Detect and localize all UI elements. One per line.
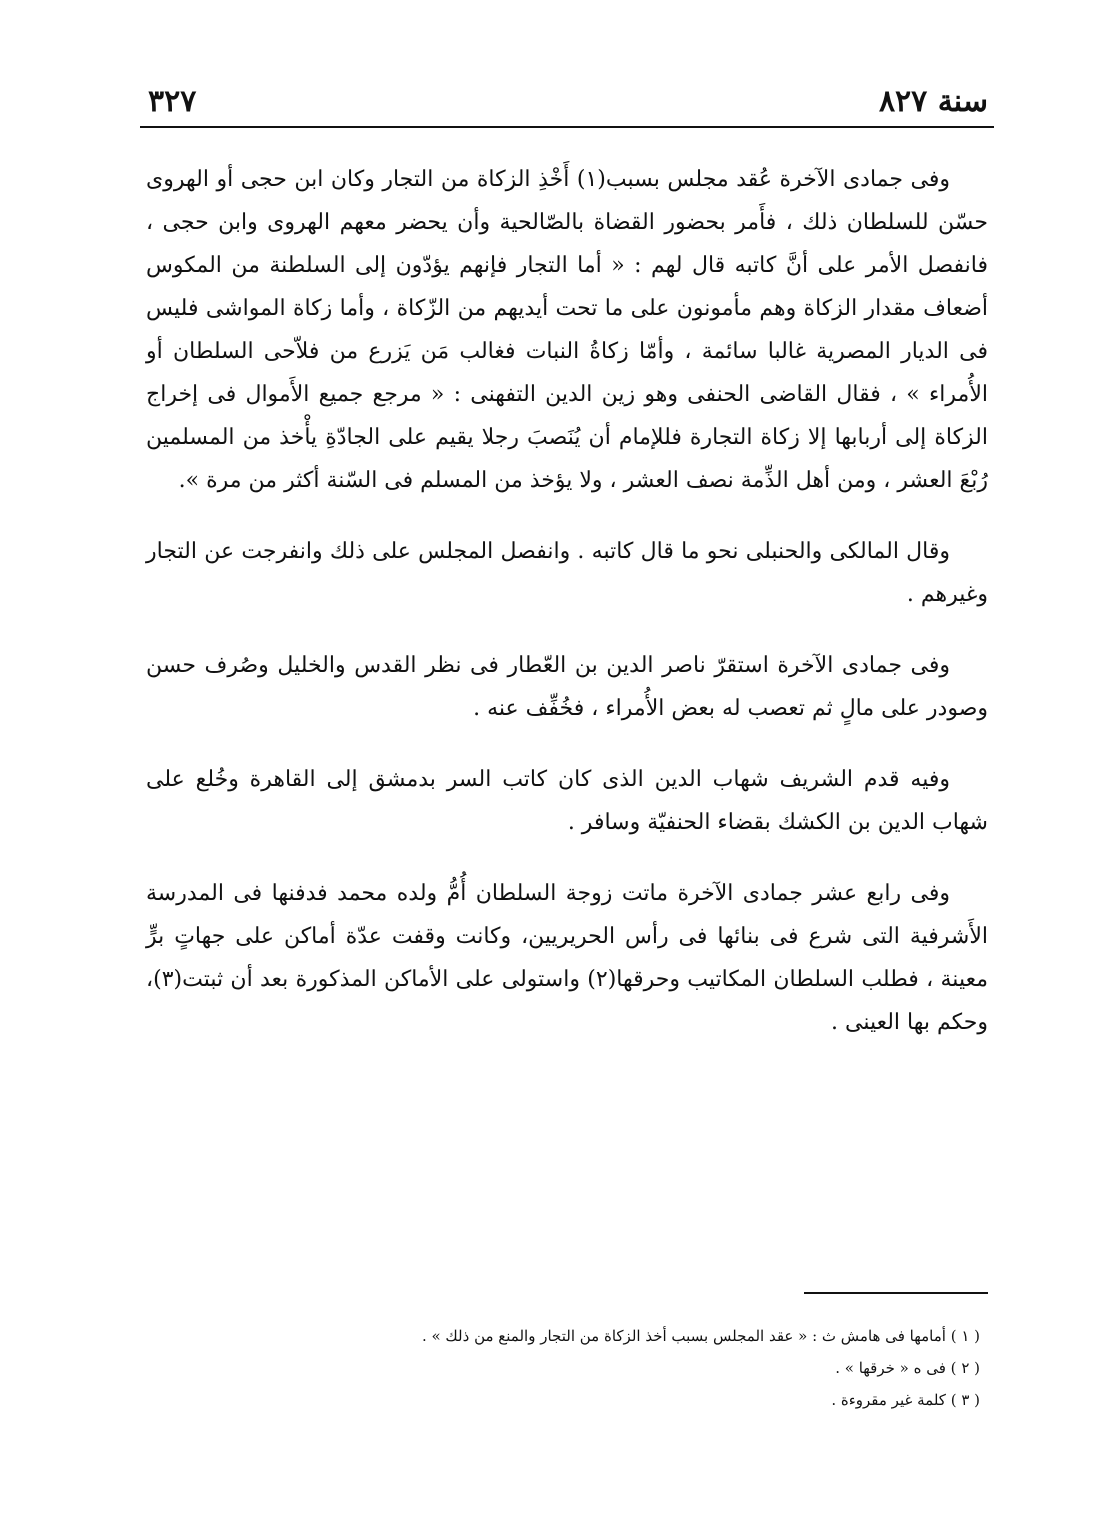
paragraph-4: وفيه قدم الشريف شهاب الدين الذى كان كاتب السر بدمشق إلى القاهرة وخُلع على شهاب الدين بن الكشك بقضاء الحنفيّة وسافر . — [146, 767, 988, 835]
page-header — [140, 82, 994, 126]
footnote-2: ( ٢ ) فى ه « خرقها » . — [835, 1359, 980, 1377]
paragraph-2: وقال المالكى والحنبلى نحو ما قال كاتبه . وانفصل المجلس على ذلك وانفرجت عن التجار وغيرهم . — [146, 539, 988, 607]
footnote-3: ( ٣ ) كلمة غير مقروءة . — [831, 1391, 980, 1409]
paragraph-1: وفى جمادى الآخرة عُقد مجلس بسبب(١) أَخْذِ الزكاة من التجار وكان ابن حجى أو الهروى حسّن للسلطان ذلك ، فأَمر بحضور القضاة بالصّالحية وأن يحضر معهم الهروى وابن حجى ، فانفصل الأمر على أنَّ كاتبه قال لهم : « أما التجار فإنهم يؤدّون إلى السلطنة من المكوس أضعاف مقدار الزكاة وهم مأمونون على ما تحت أيديهم من الزّكاة ، وأما زكاة المواشى فليس فى الديار المصرية غالبا سائمة ، وأمّا زكاةُ النبات فغالب مَن يَزرع من فلاّحى السلطان أو الأُمراء » ، فقال القاضى الحنفى وهو زين الدين التفهنى : « مرجع جميع الأَموال فى إخراج الزكاة إلى أربابها إلا زكاة التجارة فللإمام أن يُنَصبَ رجلا يقيم على الجادّةِ يأْخذ من المسلمين رُبْعَ العشر ، ومن أهل الذِّمة نصف العشر ، ولا يؤخذ من المسلم فى السّنة أكثر من مرة ». — [146, 167, 988, 493]
main-text — [146, 158, 988, 1072]
footnotes — [300, 1320, 984, 1416]
header-divider — [140, 126, 994, 128]
footnote-1: ( ١ ) أمامها فى هامش ث : « عقد المجلس بسبب أخذ الزكاة من التجار والمنع من ذلك » . — [421, 1327, 980, 1345]
footnote-divider — [804, 1292, 988, 1294]
paragraph-3: وفى جمادى الآخرة استقرّ ناصر الدين بن العّطار فى نظر القدس والخليل وصُرف حسن وصودر على مالٍ ثم تعصب له بعض الأُمراء ، فخُفِّف عنه . — [146, 653, 988, 721]
page-number: ٣٢٧ — [148, 84, 197, 119]
paragraph-5: وفى رابع عشر جمادى الآخرة ماتت زوجة السلطان أُمُّ ولده محمد فدفنها فى المدرسة الأَشرفية التى شرع فى بنائها فى رأس الحريريين، وكانت وقفت عدّة أماكن على جهاتٍ برٍّ معينة ، فطلب السلطان المكاتيب وحرقها(٢) واستولى على الأماكن المذكورة بعد أن ثبتت(٣)، وحكم بها العينى . — [146, 881, 988, 1035]
running-head-year: سنة ٨٢٧ — [878, 84, 988, 119]
